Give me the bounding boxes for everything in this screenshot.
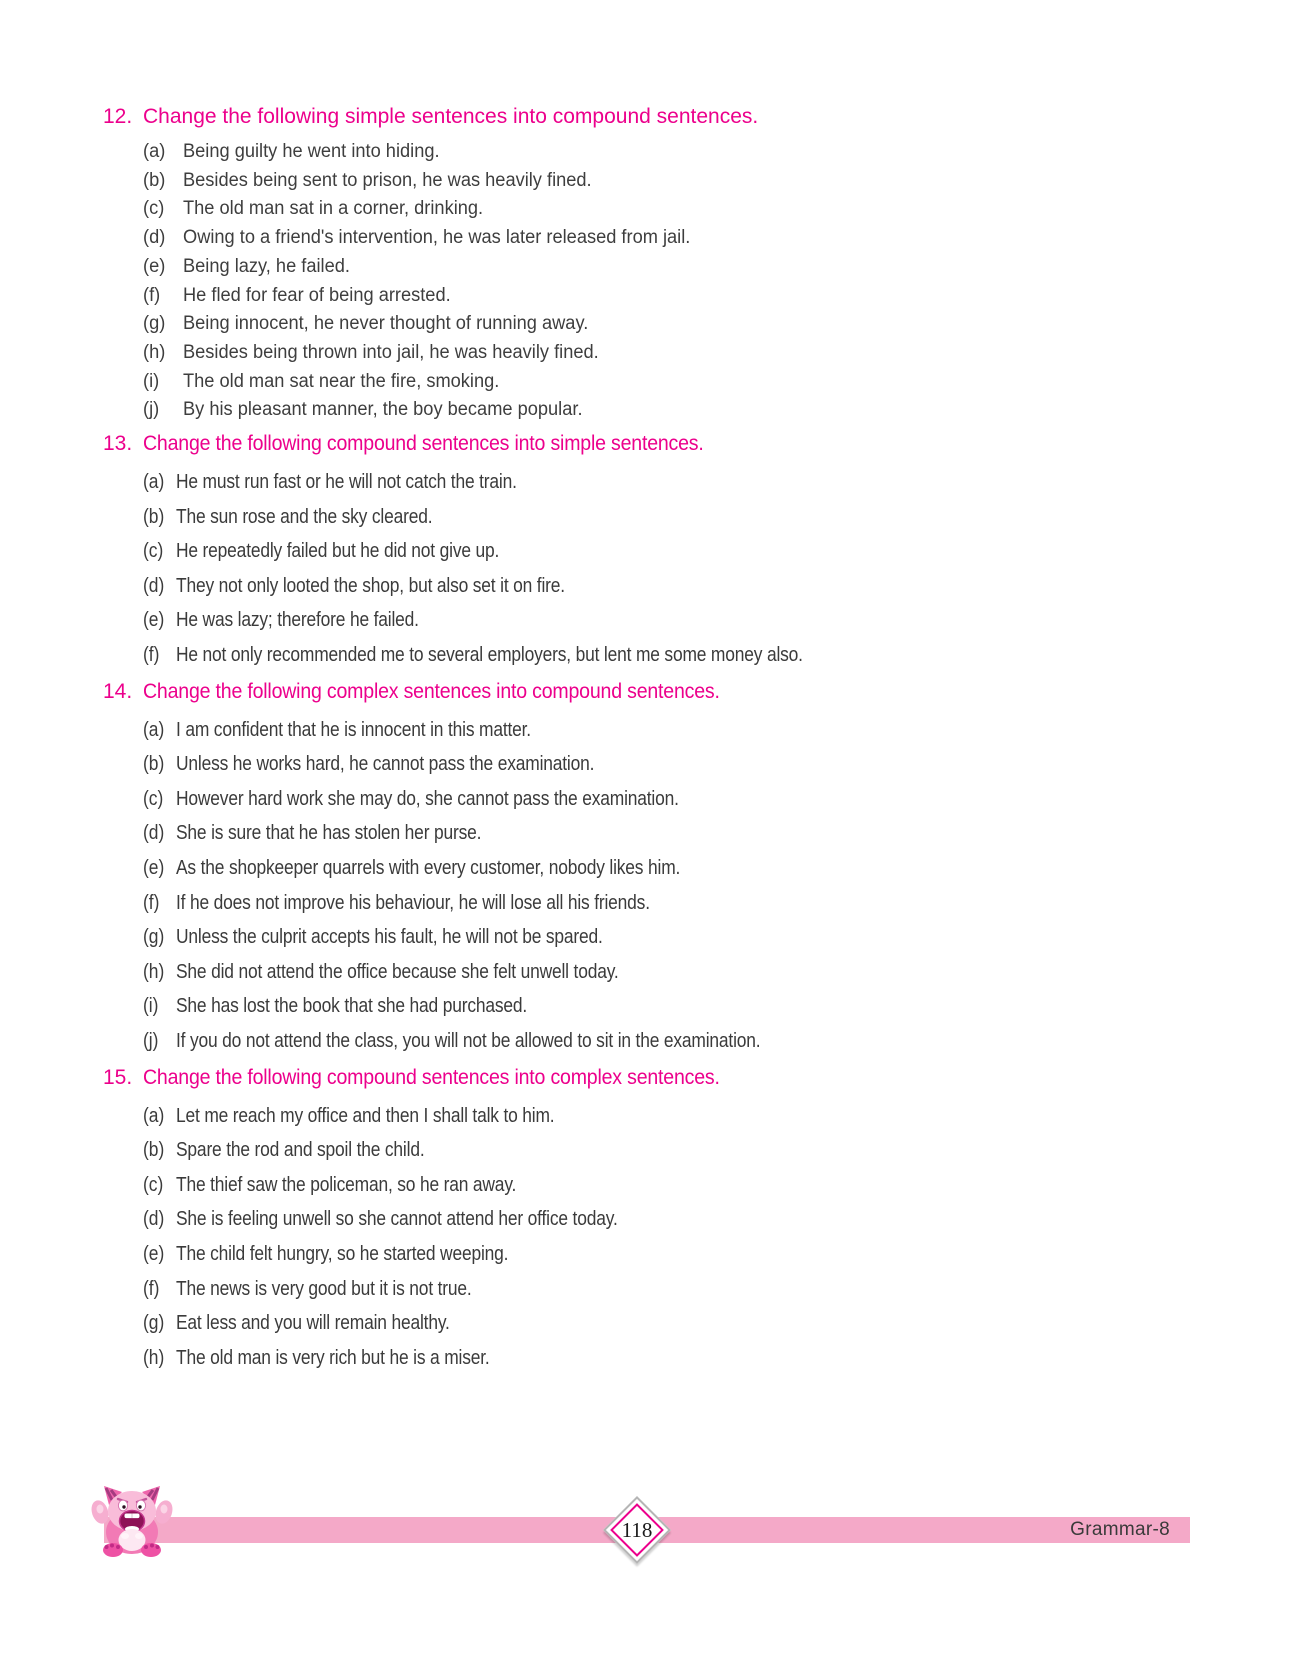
section-title: Change the following simple sentences into compound sentences. <box>143 105 759 128</box>
item-text: She is feeling unwell so she cannot attend her office today. <box>176 1208 618 1231</box>
list-item <box>103 282 1236 311</box>
item-text: However hard work she may do, she cannot pass the examination. <box>176 787 679 810</box>
list-item <box>103 782 1236 817</box>
item-text: The thief saw the policeman, so he ran away. <box>176 1173 517 1196</box>
list-item <box>103 603 1236 638</box>
item-marker: (f) <box>143 891 160 914</box>
item-text: The old man sat near the fire, smoking. <box>183 370 500 392</box>
section-title: Change the following complex sentences into compound sentences. <box>143 679 720 703</box>
item-text: Eat less and you will remain healthy. <box>176 1312 450 1335</box>
section-number: 12. <box>103 105 133 128</box>
item-marker: (i) <box>143 995 159 1018</box>
section-heading <box>103 1065 1236 1091</box>
item-marker: (h) <box>143 341 166 363</box>
item-text: I am confident that he is innocent in this matter. <box>176 718 531 741</box>
item-text: By his pleasant manner, the boy became popular. <box>183 399 583 421</box>
item-marker: (d) <box>143 227 166 249</box>
item-marker: (e) <box>143 1242 165 1265</box>
section-heading <box>103 431 1236 457</box>
list-item <box>103 253 1236 282</box>
item-text: Being guilty he went into hiding. <box>183 141 440 162</box>
list-item <box>103 1237 1236 1272</box>
list-item <box>103 920 1236 955</box>
item-text: He not only recommended me to several employers, but lent me some money also. <box>176 644 803 666</box>
list-item <box>103 638 1236 673</box>
item-marker: (f) <box>143 284 161 306</box>
item-text: The child felt hungry, so he started weeping. <box>176 1242 509 1265</box>
item-text: She did not attend the office because she felt unwell today. <box>176 960 619 983</box>
item-marker: (b) <box>143 753 165 776</box>
list-item <box>103 989 1236 1024</box>
list-item <box>103 339 1236 368</box>
mascot-dog-icon <box>91 1484 173 1558</box>
footer-book-label: Grammar-8 <box>1070 1519 1170 1540</box>
section-title: Change the following compound sentences into complex sentences. <box>143 1065 720 1089</box>
item-marker: (f) <box>143 1277 160 1300</box>
item-text: Unless the culprit accepts his fault, he will not be spared. <box>176 926 603 949</box>
list-item <box>103 816 1236 851</box>
item-marker: (a) <box>143 1104 165 1127</box>
list-item <box>103 569 1236 604</box>
section-number: 15. <box>103 1065 133 1089</box>
list-item <box>103 955 1236 990</box>
item-marker: (g) <box>143 313 166 335</box>
item-marker: (e) <box>143 255 166 277</box>
list-item <box>103 310 1236 339</box>
item-marker: (h) <box>143 1346 165 1369</box>
list-item <box>103 1202 1236 1237</box>
question-section-14 <box>103 679 1236 1059</box>
page-number: 118 <box>621 1517 653 1542</box>
item-text: Being lazy, he failed. <box>183 255 350 277</box>
list-item <box>103 224 1236 253</box>
question-section-13 <box>103 431 1236 673</box>
item-text: He must run fast or he will not catch the train. <box>176 471 517 494</box>
section-number: 13. <box>103 432 133 456</box>
section-number: 14. <box>103 679 133 703</box>
question-section-15 <box>103 1065 1236 1376</box>
list-item <box>103 368 1236 397</box>
item-marker: (c) <box>143 1173 164 1196</box>
item-text: The old man sat in a corner, drinking. <box>183 198 484 220</box>
list-item <box>103 1133 1236 1168</box>
item-text: Besides being sent to prison, he was heavily fined. <box>183 169 592 191</box>
list-item <box>103 1272 1236 1307</box>
item-text: Owing to a friend's intervention, he was later released from jail. <box>183 227 691 249</box>
item-text: Unless he works hard, he cannot pass the examination. <box>176 753 595 776</box>
question-section-12 <box>103 104 1236 425</box>
list-item <box>103 851 1236 886</box>
item-marker: (b) <box>143 169 166 191</box>
item-marker: (d) <box>143 822 165 845</box>
item-marker: (c) <box>143 198 165 220</box>
page-content <box>103 104 1236 1375</box>
item-text: He fled for fear of being arrested. <box>183 284 451 306</box>
item-marker: (h) <box>143 960 165 983</box>
item-marker: (g) <box>143 1312 165 1335</box>
list-item <box>103 167 1236 196</box>
item-text: Being innocent, he never thought of running away. <box>183 313 589 335</box>
item-text: The old man is very rich but he is a miser. <box>176 1346 490 1369</box>
list-item <box>103 1099 1236 1134</box>
item-marker: (j) <box>143 1029 159 1052</box>
item-marker: (d) <box>143 574 165 597</box>
item-text: Spare the rod and spoil the child. <box>176 1139 425 1162</box>
item-marker: (g) <box>143 926 165 949</box>
list-item <box>103 747 1236 782</box>
section-heading <box>103 679 1236 705</box>
item-marker: (i) <box>143 370 160 392</box>
item-marker: (f) <box>143 644 160 666</box>
item-text: She is sure that he has stolen her purse. <box>176 822 482 845</box>
list-item <box>103 396 1236 425</box>
list-item <box>103 1341 1236 1376</box>
item-marker: (e) <box>143 609 165 632</box>
item-marker: (d) <box>143 1208 165 1231</box>
item-text: She has lost the book that she had purchased. <box>176 995 528 1018</box>
list-item <box>103 534 1236 569</box>
item-text: Besides being thrown into jail, he was heavily fined. <box>183 341 599 363</box>
item-marker: (a) <box>143 141 166 162</box>
item-marker: (c) <box>143 787 164 810</box>
list-item <box>103 713 1236 748</box>
item-marker: (a) <box>143 471 165 494</box>
item-marker: (c) <box>143 540 164 563</box>
item-text: He was lazy; therefore he failed. <box>176 609 419 632</box>
list-item <box>103 500 1236 535</box>
list-item <box>103 195 1236 224</box>
item-text: He repeatedly failed but he did not give up. <box>176 540 500 563</box>
item-marker: (a) <box>143 718 165 741</box>
page-number-diamond <box>608 1501 666 1559</box>
item-marker: (j) <box>143 399 160 421</box>
item-marker: (b) <box>143 1139 165 1162</box>
item-marker: (b) <box>143 505 165 528</box>
list-item <box>103 465 1236 500</box>
list-item <box>103 1168 1236 1203</box>
list-item <box>103 1306 1236 1341</box>
item-text: The news is very good but it is not true. <box>176 1277 472 1300</box>
item-text: As the shopkeeper quarrels with every customer, nobody likes him. <box>176 856 681 879</box>
list-item <box>103 1024 1236 1059</box>
section-heading <box>103 104 1236 130</box>
list-item <box>103 138 1236 167</box>
section-title: Change the following compound sentences into simple sentences. <box>143 432 704 456</box>
item-text: The sun rose and the sky cleared. <box>176 505 433 528</box>
item-text: Let me reach my office and then I shall talk to him. <box>176 1104 555 1127</box>
item-text: They not only looted the shop, but also set it on fire. <box>176 574 565 597</box>
item-text: If you do not attend the class, you will not be allowed to sit in the examination. <box>176 1029 761 1052</box>
list-item <box>103 886 1236 921</box>
item-text: If he does not improve his behaviour, he will lose all his friends. <box>176 891 650 914</box>
item-marker: (e) <box>143 856 165 879</box>
